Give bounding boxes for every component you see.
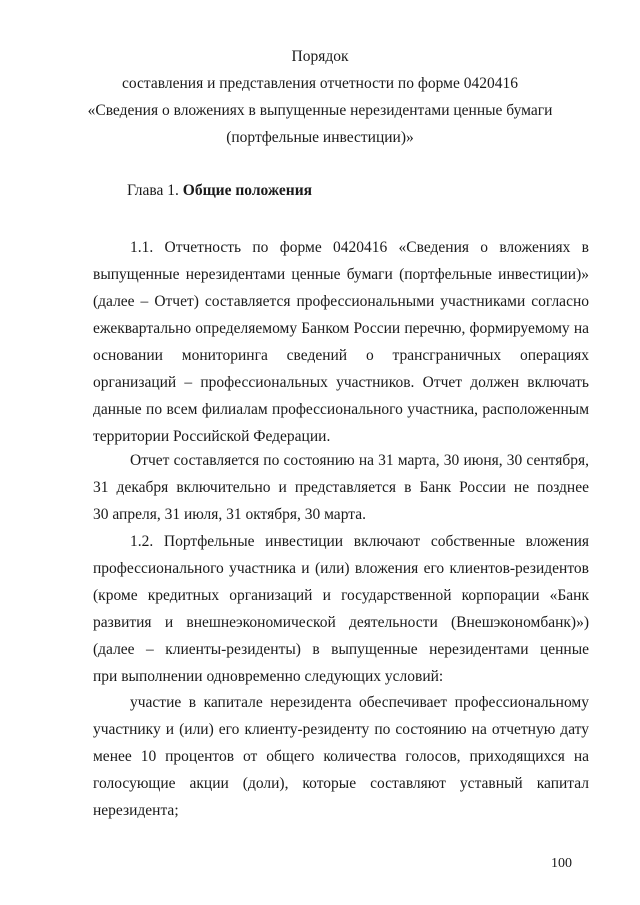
paragraph-line: профессионального участника и (или) вложения его клиентов-резидентов: [93, 560, 589, 577]
paragraph-line: участие в капитале нерезидента обеспечивает профессиональному: [130, 694, 589, 711]
paragraph-line: при выполнении одновременно следующих условий:: [93, 668, 444, 685]
paragraph-line: Отчет составляется по состоянию на 31 марта, 30 июня, 30 сентября,: [130, 452, 589, 469]
paragraph-line: голосующие акции (доли), которые составляют уставный капитал: [93, 775, 589, 792]
paragraph-line: участнику и (или) его клиенту-резиденту по состоянию на отчетную дату: [93, 721, 589, 738]
page-number: 100: [551, 856, 572, 871]
paragraph-line: (далее – клиенты-резиденты) в выпущенные нерезидентами ценные: [93, 641, 589, 658]
chapter-heading: [127, 182, 312, 200]
paragraph-line: (кроме кредитных организаций и государственной корпорации «Банк: [93, 587, 589, 604]
paragraph-condition: [93, 689, 589, 824]
paragraph-line: ежеквартально определяемому Банком России перечню, формируемому на: [93, 320, 589, 337]
paragraph-line: выпущенные нерезидентами ценные бумаги (портфельные инвестиции)»: [93, 266, 589, 283]
chapter-title: Общие положения: [182, 182, 313, 199]
paragraph-line: менее 10 процентов от общего количества голосов, приходящихся на: [93, 748, 589, 765]
paragraph-line: организаций – профессиональных участников. Отчет должен включать: [93, 374, 589, 391]
paragraph-line: развития и внешнеэкономической деятельности (Внешэкономбанк)»): [93, 614, 589, 631]
paragraph-line: 1.1. Отчетность по форме 0420416 «Сведения о вложениях в: [130, 239, 589, 256]
paragraph-line: 30 апреля, 31 июля, 31 октября, 30 марта.: [93, 506, 366, 523]
paragraph-line: нерезидента;: [93, 802, 179, 819]
document-title-line-3: «Сведения о вложениях в выпущенные нерезидентами ценные бумаги: [87, 102, 553, 119]
document-title-line-1: Порядок: [291, 48, 349, 65]
paragraph-1-2: [93, 528, 589, 690]
document-title-line-4: (портфельные инвестиции)»: [226, 129, 414, 146]
paragraph-deadlines: [93, 447, 589, 528]
paragraph-line: 1.2. Портфельные инвестиции включают собственные вложения: [130, 533, 589, 550]
paragraph-1-1: [93, 234, 589, 450]
paragraph-line: данные по всем филиалам профессионального участника, расположенным: [93, 401, 589, 418]
paragraph-line: 31 декабря включительно и представляется в Банк России не позднее: [93, 479, 589, 496]
paragraph-line: (далее – Отчет) составляется профессиональными участниками согласно: [93, 293, 589, 310]
paragraph-line: основании мониторинга сведений о трансграничных операциях: [93, 347, 589, 364]
paragraph-line: территории Российской Федерации.: [93, 428, 331, 445]
chapter-prefix: Глава 1.: [127, 182, 179, 199]
document-title-line-2: составления и представления отчетности по форме 0420416: [122, 75, 518, 92]
